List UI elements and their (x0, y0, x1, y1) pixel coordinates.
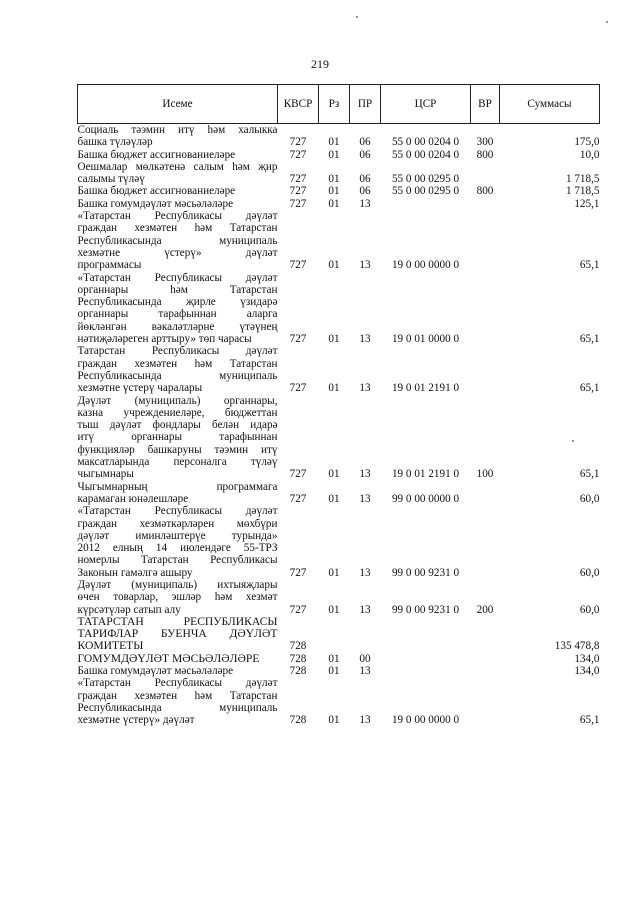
row-name-line: салымы түләү (77, 173, 145, 186)
table-row (78, 345, 600, 394)
row-csr: 19 0 01 2191 0 (391, 382, 460, 395)
row-name-line: КОМИТЕТЫ (77, 639, 144, 653)
row-name (78, 272, 278, 346)
row-name-line: «Татарстан Республикасы дәүләт (77, 210, 278, 223)
row-name-line: чыгымнары (77, 468, 134, 481)
row-pr: 13 (359, 333, 371, 346)
row-name-line: органнары һәм Татарстан (77, 283, 278, 296)
row-csr: 19 0 01 0000 0 (391, 333, 460, 346)
row-name (78, 665, 278, 677)
scan-speck (606, 21, 608, 23)
row-name-line: ТАРИФЛАР БУЕНЧА ДӘҮЛӘТ (77, 627, 278, 641)
row-name-line: программасы (77, 259, 142, 272)
row-vr (471, 677, 500, 726)
row-csr: 19 0 00 0000 0 (391, 714, 460, 727)
row-name-line: хезмәтне үстерү чаралары (77, 382, 203, 395)
row-pr: 13 (359, 468, 371, 481)
row-name-line: Оешмалар мөлкәтенә салым һәм җир (77, 160, 278, 173)
row-name-line: Социаль тәэмин итү һәм халыкка (77, 124, 278, 136)
row-vr (471, 272, 500, 346)
row-name-line: «Татарстан Республикасы дәүләт (77, 505, 278, 518)
row-name-line: Республикасында муниципаль (77, 369, 278, 382)
row-vr (471, 653, 500, 665)
row-pr: 13 (359, 197, 371, 210)
row-name-line: күрсәтүләр сатып алу (77, 603, 181, 616)
row-csr (381, 616, 471, 653)
row-kvsr: 727 (289, 382, 307, 395)
scan-speck (572, 440, 574, 442)
row-csr: 19 0 01 2191 0 (391, 468, 460, 481)
row-csr (381, 665, 471, 677)
row-csr (381, 653, 471, 665)
row-vr (471, 665, 500, 677)
row-name-line: граждан хезмәтен һәм Татарстан (77, 689, 278, 702)
row-name (78, 481, 278, 506)
row-sum: 134,0 (574, 652, 600, 665)
row-sum: 1 718,5 (565, 173, 600, 186)
row-vr (471, 616, 500, 653)
row-rz: 01 (328, 492, 340, 505)
header-csr: ЦСР (381, 85, 471, 124)
row-rz: 01 (328, 665, 340, 678)
row-name (78, 149, 278, 161)
row-vr (471, 198, 500, 210)
row-rz: 01 (328, 333, 340, 346)
table-row (78, 149, 600, 161)
row-rz: 01 (328, 652, 340, 665)
row-rz: 01 (328, 173, 340, 186)
row-kvsr: 727 (289, 566, 307, 579)
table-row (78, 185, 600, 197)
table-row (78, 505, 600, 579)
header-sum: Суммасы (500, 85, 600, 124)
table-row (78, 198, 600, 210)
row-pr: 06 (359, 148, 371, 161)
row-rz: 01 (328, 136, 340, 149)
row-name (78, 185, 278, 197)
row-vr: 100 (476, 468, 494, 481)
table-row (78, 161, 600, 186)
row-kvsr: 728 (289, 652, 307, 665)
row-name-line: нәтиҗәләреген арттыру» төп чарасы (77, 333, 252, 346)
row-csr: 19 0 00 0000 0 (391, 259, 460, 272)
row-name (78, 210, 278, 271)
row-pr: 13 (359, 665, 371, 678)
row-name-line: 2012 елның 14 июлендәге 55-ТРЗ (77, 542, 278, 555)
row-name-line: тыш дәүләт фондлары белән идарә (77, 419, 278, 432)
row-name-line: Дәүләт (муниципаль) ихтыяҗлары (77, 578, 278, 591)
row-name-line: максатларында персоналга түләү (77, 456, 278, 469)
row-sum: 60,0 (579, 566, 600, 579)
row-rz: 01 (328, 603, 340, 616)
row-kvsr: 727 (289, 333, 307, 346)
row-name (78, 198, 278, 210)
page-number: 219 (311, 57, 329, 71)
row-name (78, 505, 278, 579)
row-csr: 99 0 00 0000 0 (391, 492, 460, 505)
row-name-line: «Татарстан Республикасы дәүләт (77, 677, 278, 690)
header-kvsr: КВСР (278, 85, 319, 124)
row-pr: 13 (359, 603, 371, 616)
table-row (78, 210, 600, 271)
row-csr: 55 0 00 0295 0 (391, 173, 460, 186)
row-csr: 55 0 00 0204 0 (391, 148, 460, 161)
table-row (78, 124, 600, 149)
row-name (78, 124, 278, 149)
row-csr: 55 0 00 0204 0 (391, 136, 460, 149)
row-pr: 06 (359, 185, 371, 198)
row-name-line: казна учреждениеләре, бюджеттан (77, 406, 278, 419)
row-name-line: Башка гомумдәүләт мәсьәләләре (77, 197, 234, 210)
row-csr (381, 198, 471, 210)
row-kvsr: 728 (289, 714, 307, 727)
row-name-line: Чыгымнарның программага (77, 480, 278, 493)
table-body (78, 124, 600, 727)
row-sum: 65,1 (579, 714, 600, 727)
row-sum: 60,0 (579, 492, 600, 505)
row-sum: 10,0 (579, 148, 600, 161)
row-csr: 99 0 00 9231 0 (391, 566, 460, 579)
header-name: Исеме (78, 85, 278, 124)
row-sum: 60,0 (579, 603, 600, 616)
table-row (78, 653, 600, 665)
row-rz: 01 (328, 566, 340, 579)
budget-table (77, 84, 600, 727)
row-pr: 13 (359, 382, 371, 395)
row-name-line: итү органнары тарафыннан (77, 431, 278, 444)
header-vr: ВР (471, 85, 500, 124)
row-vr: 300 (476, 136, 494, 149)
row-sum: 65,1 (579, 382, 600, 395)
row-name-line: Законын гамәлгә ашыру (77, 566, 193, 579)
row-name-line: органнары тарафыннан аларга (77, 308, 278, 321)
row-kvsr: 727 (289, 173, 307, 186)
row-rz: 01 (328, 185, 340, 198)
row-sum: 135 478,8 (554, 640, 600, 653)
row-name-line: Республикасында муниципаль (77, 701, 278, 714)
table-row (78, 579, 600, 616)
row-name-line: «Татарстан Республикасы дәүләт (77, 271, 278, 284)
row-pr: 13 (359, 259, 371, 272)
table-row (78, 677, 600, 726)
row-pr: 06 (359, 136, 371, 149)
row-rz: 01 (328, 468, 340, 481)
row-csr: 55 0 00 0295 0 (391, 185, 460, 198)
row-pr: 13 (359, 492, 371, 505)
row-name-line: өчен товарлар, эшләр һәм хезмәт (77, 591, 278, 604)
row-name-line: ТАТАРСТАН РЕСПУБЛИКАСЫ (77, 614, 278, 628)
row-kvsr: 727 (289, 468, 307, 481)
row-sum: 1 718,5 (565, 185, 600, 198)
row-kvsr: 727 (289, 148, 307, 161)
row-pr: 13 (359, 714, 371, 727)
scan-speck (356, 16, 358, 18)
table-row (78, 395, 600, 481)
row-name (78, 616, 278, 653)
row-vr: 800 (476, 185, 494, 198)
row-name-line: Дәүләт (муниципаль) органнары, (77, 394, 278, 407)
row-name-line: Башка гомумдәүләт мәсьәләләре (77, 665, 234, 678)
row-rz: 01 (328, 197, 340, 210)
row-kvsr: 728 (289, 640, 307, 653)
row-rz (319, 616, 350, 653)
row-sum: 65,1 (579, 333, 600, 346)
row-name-line: ГОМУМДӘҮЛӘТ МӘСЬӘЛӘЛӘРЕ (77, 651, 260, 665)
row-kvsr: 727 (289, 185, 307, 198)
row-rz: 01 (328, 259, 340, 272)
row-name-line: дәүләт иминләштерүе турында» (77, 529, 278, 542)
row-pr: 06 (359, 173, 371, 186)
row-pr (350, 616, 381, 653)
row-name (78, 161, 278, 186)
row-vr (471, 210, 500, 271)
row-sum: 65,1 (579, 468, 600, 481)
table-row (78, 481, 600, 506)
row-sum: 175,0 (574, 136, 600, 149)
row-vr (471, 161, 500, 186)
table-row (78, 665, 600, 677)
row-name-line: хезмәтне үстерү» дәүләт (77, 246, 278, 259)
row-kvsr: 728 (289, 665, 307, 678)
row-rz: 01 (328, 148, 340, 161)
row-name (78, 395, 278, 481)
row-name-line: граждан хезмәткәрләрен мөхбүри (77, 517, 278, 530)
row-name-line: башка түләүләр (77, 136, 153, 149)
table-row (78, 616, 600, 653)
row-name-line: граждан хезмәтен һәм Татарстан (77, 222, 278, 235)
row-name-line: граждан хезмәтен һәм Татарстан (77, 357, 278, 370)
row-vr: 800 (476, 148, 494, 161)
row-name-line: Башка бюджет ассигнованиеләре (77, 185, 236, 198)
row-name-line: йөкләнгән вәкаләтләрне үтәүнең (77, 320, 278, 333)
table-header (78, 85, 600, 124)
row-name-line: Республикасында муниципаль (77, 234, 278, 247)
row-name-line: Татарстан Республикасы дәүләт (77, 345, 278, 358)
row-kvsr: 727 (289, 197, 307, 210)
row-name-line: номерлы Татарстан Республикасы (77, 554, 278, 567)
row-sum: 134,0 (574, 665, 600, 678)
row-kvsr: 727 (289, 603, 307, 616)
row-kvsr: 727 (289, 259, 307, 272)
row-name (78, 579, 278, 616)
row-name-line: функцияләр башкаруны тәэмин итү (77, 443, 278, 456)
row-rz: 01 (328, 382, 340, 395)
row-name-line: карамаган юнәлешләре (77, 492, 189, 505)
row-vr (471, 505, 500, 579)
row-name (78, 345, 278, 394)
row-vr (471, 345, 500, 394)
table-row (78, 272, 600, 346)
row-name-line: хезмәтне үстерү» дәүләт (77, 714, 195, 727)
row-kvsr: 727 (289, 492, 307, 505)
row-name-line: Республикасында җирле үзидарә (77, 296, 278, 309)
row-vr: 200 (476, 603, 494, 616)
row-name-line: Башка бюджет ассигнованиеләре (77, 148, 236, 161)
row-csr: 99 0 00 9231 0 (391, 603, 460, 616)
row-rz: 01 (328, 714, 340, 727)
row-kvsr: 727 (289, 136, 307, 149)
row-sum: 65,1 (579, 259, 600, 272)
header-pr: ПР (350, 85, 381, 124)
row-vr (471, 481, 500, 506)
row-pr: 13 (359, 566, 371, 579)
header-rz: Рз (319, 85, 350, 124)
row-name (78, 653, 278, 665)
row-pr: 00 (359, 652, 371, 665)
row-sum: 125,1 (574, 197, 600, 210)
row-name (78, 677, 278, 726)
